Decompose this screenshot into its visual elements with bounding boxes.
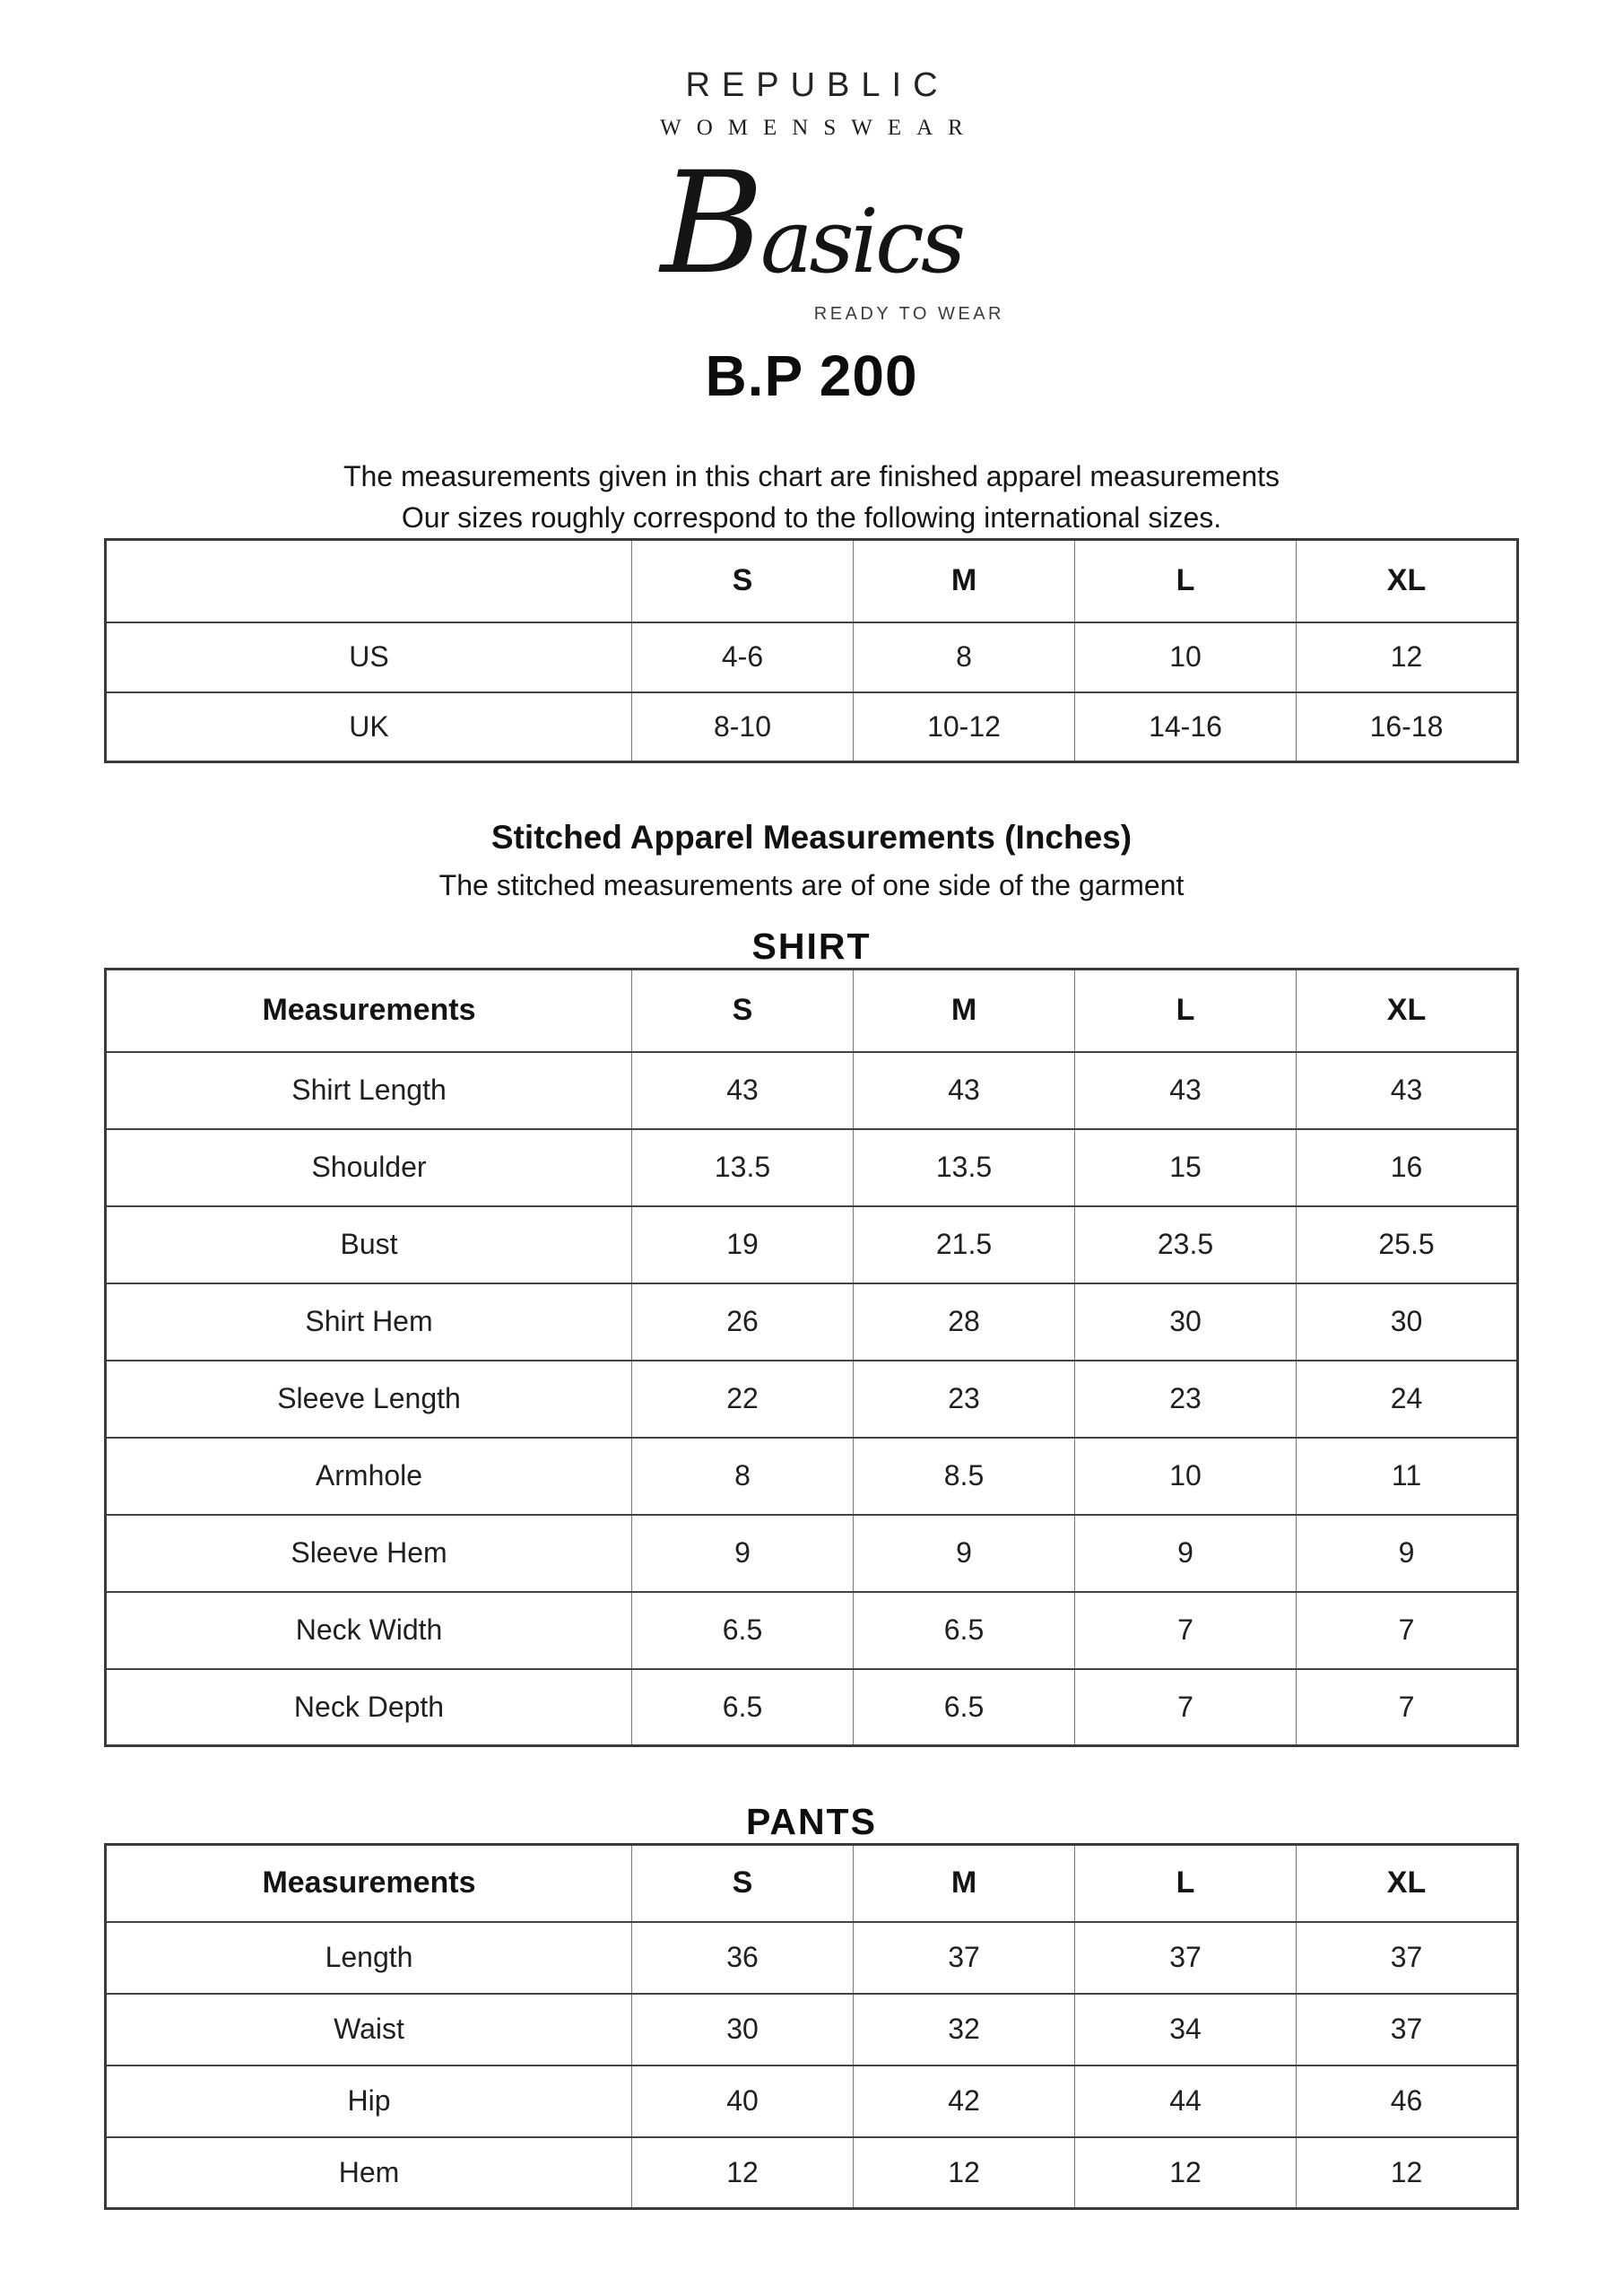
brand-name: REPUBLIC [685, 66, 950, 104]
value-cell: 14-16 [1075, 692, 1297, 762]
value-cell: 4-6 [632, 622, 854, 692]
value-cell: 30 [1297, 1283, 1518, 1361]
value-cell: 42 [854, 2066, 1075, 2137]
value-cell: 23 [854, 1361, 1075, 1438]
value-cell: 15 [1075, 1129, 1297, 1206]
value-cell: 8 [632, 1438, 854, 1515]
table-row-neck-depth [106, 1669, 1518, 1746]
section-title: Stitched Apparel Measurements (Inches) [490, 819, 1133, 856]
table-header-cell-measurements: Measurements [106, 970, 632, 1052]
value-cell: 40 [632, 2066, 854, 2137]
value-cell: 11 [1297, 1438, 1518, 1515]
value-cell: 32 [854, 1994, 1075, 2066]
value-cell: 28 [854, 1283, 1075, 1361]
table-header-cell-xl: XL [1297, 1845, 1518, 1922]
row-label-cell: US [106, 622, 632, 692]
value-cell: 6.5 [854, 1592, 1075, 1669]
table-header-cell-l: L [1075, 970, 1297, 1052]
value-cell: 13.5 [632, 1129, 854, 1206]
intro-text [0, 456, 1623, 538]
table-row-us [106, 622, 1518, 692]
value-cell: 23 [1075, 1361, 1297, 1438]
table-header-cell-s: S [632, 1845, 854, 1922]
table-header-cell-xl: XL [1297, 540, 1518, 622]
value-cell: 7 [1297, 1669, 1518, 1746]
intro-line-2: Our sizes roughly correspond to the following international sizes. [401, 501, 1222, 534]
ready-to-wear-tagline: READY TO WEAR [813, 304, 1004, 324]
table-row-waist [106, 1994, 1518, 2066]
value-cell: 12 [854, 2137, 1075, 2209]
table-row-armhole [106, 1438, 1518, 1515]
row-label-cell: Shirt Length [106, 1052, 632, 1129]
table-header-cell-s: S [632, 540, 854, 622]
table-row-shirt-hem [106, 1283, 1518, 1361]
brand-subname: WOMENSWEAR [660, 116, 978, 140]
table-header-cell-blank [106, 540, 632, 622]
value-cell: 6.5 [854, 1669, 1075, 1746]
row-label-cell: Bust [106, 1206, 632, 1283]
row-label-cell: Armhole [106, 1438, 632, 1515]
value-cell: 43 [632, 1052, 854, 1129]
value-cell: 7 [1297, 1592, 1518, 1669]
table-row-hem [106, 2137, 1518, 2209]
value-cell: 22 [632, 1361, 854, 1438]
value-cell: 43 [1297, 1052, 1518, 1129]
value-cell: 8-10 [632, 692, 854, 762]
table-row-bust [106, 1206, 1518, 1283]
row-label-cell: Sleeve Hem [106, 1515, 632, 1592]
value-cell: 30 [632, 1994, 854, 2066]
pants-heading: PANTS [746, 1801, 877, 1842]
table-row-sleeve-hem [106, 1515, 1518, 1592]
value-cell: 16-18 [1297, 692, 1518, 762]
value-cell: 36 [632, 1922, 854, 1994]
row-label-cell: Neck Depth [106, 1669, 632, 1746]
table-row-shoulder [106, 1129, 1518, 1206]
value-cell: 6.5 [632, 1669, 854, 1746]
shirt-heading: SHIRT [751, 926, 872, 967]
value-cell: 30 [1075, 1283, 1297, 1361]
value-cell: 8.5 [854, 1438, 1075, 1515]
value-cell: 12 [1075, 2137, 1297, 2209]
value-cell: 43 [854, 1052, 1075, 1129]
table-header-cell-measurements: Measurements [106, 1845, 632, 1922]
table-row-length [106, 1922, 1518, 1994]
row-label-cell: Waist [106, 1994, 632, 2066]
row-label-cell: Shirt Hem [106, 1283, 632, 1361]
table-header-cell-l: L [1075, 1845, 1297, 1922]
value-cell: 21.5 [854, 1206, 1075, 1283]
table-header-cell-xl: XL [1297, 970, 1518, 1052]
value-cell: 7 [1075, 1592, 1297, 1669]
value-cell: 13.5 [854, 1129, 1075, 1206]
value-cell: 24 [1297, 1361, 1518, 1438]
value-cell: 9 [854, 1515, 1075, 1592]
table-header-cell-m: M [854, 1845, 1075, 1922]
row-label-cell: Hem [106, 2137, 632, 2209]
table-row-hip [106, 2066, 1518, 2137]
value-cell: 10 [1075, 622, 1297, 692]
table-header-cell-m: M [854, 970, 1075, 1052]
value-cell: 9 [632, 1515, 854, 1592]
table-header-row [106, 970, 1518, 1052]
value-cell: 37 [1297, 1994, 1518, 2066]
section-subtitle: The stitched measurements are of one side of the garment [438, 869, 1185, 901]
value-cell: 23.5 [1075, 1206, 1297, 1283]
row-label-cell: Neck Width [106, 1592, 632, 1669]
value-cell: 7 [1075, 1669, 1297, 1746]
value-cell: 43 [1075, 1052, 1297, 1129]
value-cell: 37 [1075, 1922, 1297, 1994]
value-cell: 37 [1297, 1922, 1518, 1994]
value-cell: 9 [1297, 1515, 1518, 1592]
value-cell: 10-12 [854, 692, 1075, 762]
value-cell: 44 [1075, 2066, 1297, 2137]
table-row-uk [106, 692, 1518, 762]
table-header-cell-m: M [854, 540, 1075, 622]
international-sizes-table [104, 538, 1519, 763]
table-row-shirt-length [106, 1052, 1518, 1129]
row-label-cell: Length [106, 1922, 632, 1994]
value-cell: 12 [1297, 2137, 1518, 2209]
value-cell: 19 [632, 1206, 854, 1283]
table-row-neck-width [106, 1592, 1518, 1669]
value-cell: 37 [854, 1922, 1075, 1994]
table-header-cell-l: L [1075, 540, 1297, 622]
table-header-row [106, 1845, 1518, 1922]
value-cell: 46 [1297, 2066, 1518, 2137]
table-row-sleeve-length [106, 1361, 1518, 1438]
value-cell: 12 [1297, 622, 1518, 692]
basics-logo [601, 141, 1022, 328]
row-label-cell: Hip [106, 2066, 632, 2137]
value-cell: 16 [1297, 1129, 1518, 1206]
row-label-cell: Shoulder [106, 1129, 632, 1206]
value-cell: 34 [1075, 1994, 1297, 2066]
value-cell: 8 [854, 622, 1075, 692]
table-header-cell-s: S [632, 970, 854, 1052]
product-code-title: B.P 200 [705, 344, 918, 408]
pants-table [104, 1843, 1519, 2210]
value-cell: 12 [632, 2137, 854, 2209]
table-header-row [106, 540, 1518, 622]
value-cell: 26 [632, 1283, 854, 1361]
value-cell: 9 [1075, 1515, 1297, 1592]
shirt-table [104, 968, 1519, 1747]
value-cell: 6.5 [632, 1592, 854, 1669]
row-label-cell: UK [106, 692, 632, 762]
intro-line-1: The measurements given in this chart are finished apparel measurements [343, 460, 1280, 492]
value-cell: 25.5 [1297, 1206, 1518, 1283]
row-label-cell: Sleeve Length [106, 1361, 632, 1438]
value-cell: 10 [1075, 1438, 1297, 1515]
basics-script-text: Basics [660, 141, 963, 305]
